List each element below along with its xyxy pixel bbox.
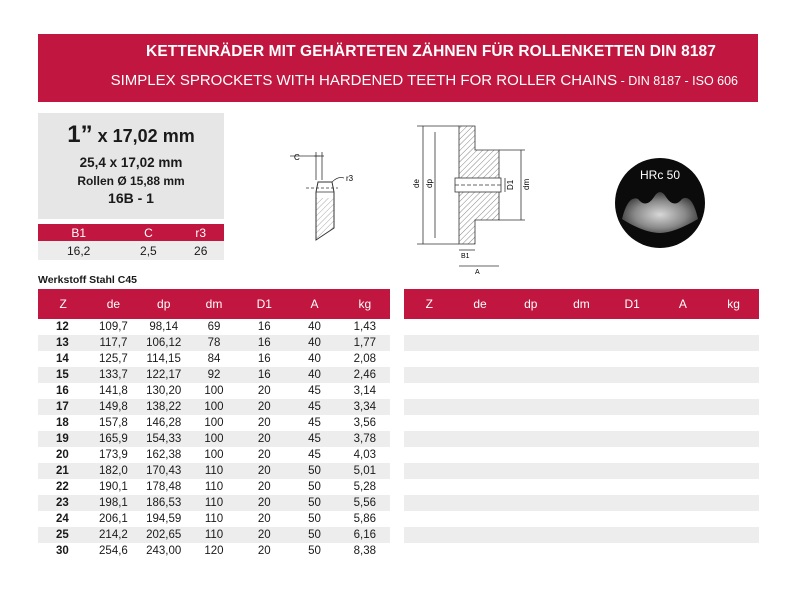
hardness-label: HRc 50 bbox=[639, 168, 681, 182]
cell-dp: 202,65 bbox=[139, 527, 189, 543]
empty-cell bbox=[556, 495, 607, 511]
empty-cell bbox=[607, 511, 658, 527]
roller-diameter: Rollen Ø 15,88 mm bbox=[77, 174, 185, 188]
empty-cell bbox=[505, 415, 556, 431]
cell-d1: 20 bbox=[239, 495, 289, 511]
cell-dm: 100 bbox=[204, 417, 224, 429]
title-english-main: SIMPLEX SPROCKETS WITH HARDENED TEETH FOR ROLLER CHAINS bbox=[110, 72, 618, 89]
chain-size-mm: x 17,02 mm bbox=[92, 126, 195, 146]
empty-cell bbox=[658, 447, 709, 463]
empty-cell bbox=[658, 367, 709, 383]
value-c: 2,5 bbox=[119, 241, 177, 260]
empty-cell bbox=[404, 399, 455, 415]
empty-cell bbox=[556, 479, 607, 495]
empty-table-row bbox=[404, 527, 759, 543]
empty-table-row bbox=[404, 367, 759, 383]
cell-kg: 5,56 bbox=[340, 495, 390, 511]
cell-a: 45 bbox=[308, 385, 321, 397]
empty-cell bbox=[708, 383, 759, 399]
sprocket-table-left bbox=[38, 289, 390, 559]
cell-z: 15 bbox=[38, 367, 88, 383]
empty-cell bbox=[505, 351, 556, 367]
empty-table-row bbox=[404, 383, 759, 399]
empty-cell bbox=[658, 495, 709, 511]
cell-a: 50 bbox=[308, 545, 321, 557]
cell-z: 22 bbox=[56, 481, 69, 493]
cell-dp: 162,38 bbox=[146, 449, 182, 461]
empty-cell bbox=[455, 383, 506, 399]
empty-cell bbox=[404, 367, 455, 383]
empty-cell bbox=[404, 463, 455, 479]
right-header-col-d1: D1 bbox=[607, 289, 658, 319]
empty-cell bbox=[556, 351, 607, 367]
empty-table-row bbox=[404, 463, 759, 479]
empty-cell bbox=[404, 479, 455, 495]
cell-de: 117,7 bbox=[88, 335, 138, 351]
label-b1: B1 bbox=[461, 253, 470, 260]
left-header-col-a: A bbox=[289, 289, 339, 319]
cell-dm: 100 bbox=[204, 385, 224, 397]
right-header-col-dp: dp bbox=[505, 289, 556, 319]
empty-cell bbox=[404, 415, 455, 431]
empty-cell bbox=[708, 319, 759, 335]
empty-cell bbox=[708, 399, 759, 415]
cell-z: 16 bbox=[56, 385, 69, 397]
cell-kg: 4,03 bbox=[353, 449, 377, 461]
empty-cell bbox=[404, 527, 455, 543]
empty-cell bbox=[708, 335, 759, 351]
cell-dp: 178,48 bbox=[146, 481, 182, 493]
left-header-col-kg: kg bbox=[340, 289, 390, 319]
left-header-col-z: Z bbox=[38, 289, 88, 319]
table-row bbox=[38, 399, 390, 415]
cell-de: 173,9 bbox=[99, 449, 128, 461]
empty-cell bbox=[556, 399, 607, 415]
cell-a: 40 bbox=[289, 335, 339, 351]
chain-size-metric: 25,4 x 17,02 mm bbox=[79, 155, 183, 170]
empty-cell bbox=[607, 399, 658, 415]
tooth-dimensions-table bbox=[38, 224, 224, 260]
title-english-norms: - DIN 8187 - ISO 606 bbox=[617, 74, 738, 88]
empty-cell bbox=[658, 383, 709, 399]
header-r3: r3 bbox=[177, 224, 224, 241]
empty-cell bbox=[404, 351, 455, 367]
empty-cell bbox=[556, 463, 607, 479]
empty-cell bbox=[505, 463, 556, 479]
table-row bbox=[38, 335, 390, 351]
empty-cell bbox=[607, 415, 658, 431]
empty-cell bbox=[708, 495, 759, 511]
cell-a: 40 bbox=[308, 353, 321, 365]
cell-kg: 2,08 bbox=[353, 353, 377, 365]
empty-cell bbox=[708, 463, 759, 479]
cell-z: 25 bbox=[38, 527, 88, 543]
cell-dp: 98,14 bbox=[149, 321, 179, 333]
chain-code: 16B - 1 bbox=[108, 190, 154, 206]
empty-cell bbox=[556, 447, 607, 463]
cell-dp: 114,15 bbox=[146, 353, 181, 365]
empty-cell bbox=[708, 447, 759, 463]
cell-de: 125,7 bbox=[99, 353, 128, 365]
cell-dm: 110 bbox=[204, 481, 224, 493]
cell-d1: 20 bbox=[257, 545, 271, 557]
empty-cell bbox=[404, 447, 455, 463]
empty-cell bbox=[404, 319, 455, 335]
header-banner bbox=[38, 34, 758, 102]
cell-dm: 110 bbox=[189, 463, 239, 479]
empty-cell bbox=[455, 367, 506, 383]
empty-cell bbox=[607, 447, 658, 463]
cell-kg: 3,34 bbox=[340, 399, 390, 415]
empty-table-row bbox=[404, 495, 759, 511]
empty-cell bbox=[708, 543, 759, 559]
empty-cell bbox=[556, 415, 607, 431]
label-d1: D1 bbox=[506, 179, 515, 190]
cell-dp: 138,22 bbox=[139, 399, 189, 415]
cell-dp: 243,00 bbox=[146, 545, 182, 557]
empty-cell bbox=[607, 527, 658, 543]
cell-a: 45 bbox=[289, 431, 339, 447]
empty-cell bbox=[658, 463, 709, 479]
empty-cell bbox=[607, 543, 658, 559]
empty-table-row bbox=[404, 319, 759, 335]
cell-z: 13 bbox=[38, 335, 88, 351]
cell-de: 254,6 bbox=[99, 545, 128, 557]
empty-cell bbox=[607, 431, 658, 447]
cell-a: 45 bbox=[308, 449, 321, 461]
cell-z: 21 bbox=[38, 463, 88, 479]
empty-cell bbox=[607, 463, 658, 479]
cell-z: 30 bbox=[56, 545, 69, 557]
cell-dp: 186,53 bbox=[139, 495, 189, 511]
cell-dp: 106,12 bbox=[139, 335, 189, 351]
cell-d1: 20 bbox=[239, 463, 289, 479]
empty-cell bbox=[658, 415, 709, 431]
cell-kg: 3,14 bbox=[353, 385, 377, 397]
empty-cell bbox=[708, 415, 759, 431]
cell-dp: 154,33 bbox=[139, 431, 189, 447]
value-r3: 26 bbox=[177, 241, 224, 260]
empty-cell bbox=[455, 415, 506, 431]
empty-cell bbox=[556, 527, 607, 543]
empty-cell bbox=[658, 527, 709, 543]
empty-cell bbox=[505, 399, 556, 415]
cell-kg: 1,77 bbox=[340, 335, 390, 351]
empty-cell bbox=[556, 431, 607, 447]
empty-cell bbox=[556, 319, 607, 335]
cell-dm: 110 bbox=[189, 527, 239, 543]
cell-z: 23 bbox=[38, 495, 88, 511]
chain-size-title bbox=[38, 121, 224, 149]
cell-kg: 5,28 bbox=[353, 481, 377, 493]
table-row bbox=[38, 319, 390, 335]
table-row bbox=[38, 543, 390, 559]
sprocket-table-right bbox=[404, 289, 759, 559]
cell-dm: 120 bbox=[204, 545, 224, 557]
empty-cell bbox=[505, 367, 556, 383]
table-row bbox=[38, 367, 390, 383]
label-dp: dp bbox=[425, 179, 434, 188]
table-row bbox=[38, 431, 390, 447]
empty-cell bbox=[607, 367, 658, 383]
empty-table-row bbox=[404, 479, 759, 495]
empty-cell bbox=[708, 479, 759, 495]
empty-cell bbox=[658, 431, 709, 447]
cell-a: 45 bbox=[289, 399, 339, 415]
cell-a: 40 bbox=[289, 367, 339, 383]
cell-z: 19 bbox=[38, 431, 88, 447]
empty-cell bbox=[455, 399, 506, 415]
empty-table-row bbox=[404, 431, 759, 447]
left-header-col-dm: dm bbox=[189, 289, 239, 319]
cell-dp: 146,28 bbox=[146, 417, 182, 429]
cell-dm: 100 bbox=[189, 431, 239, 447]
cell-z: 18 bbox=[56, 417, 69, 429]
table-row bbox=[38, 527, 390, 543]
empty-cell bbox=[455, 335, 506, 351]
empty-cell bbox=[658, 479, 709, 495]
empty-cell bbox=[607, 351, 658, 367]
right-header-col-kg: kg bbox=[708, 289, 759, 319]
empty-cell bbox=[556, 543, 607, 559]
cell-de: 109,7 bbox=[99, 321, 128, 333]
empty-cell bbox=[658, 511, 709, 527]
cell-dp: 130,20 bbox=[146, 385, 182, 397]
header-c: C bbox=[119, 224, 177, 241]
hardened-teeth-image bbox=[614, 157, 706, 249]
cell-dm: 69 bbox=[207, 321, 221, 333]
empty-cell bbox=[455, 543, 506, 559]
chain-size-box bbox=[38, 113, 224, 219]
empty-cell bbox=[404, 495, 455, 511]
empty-cell bbox=[505, 383, 556, 399]
cell-d1: 20 bbox=[239, 527, 289, 543]
empty-cell bbox=[658, 335, 709, 351]
empty-cell bbox=[455, 463, 506, 479]
empty-cell bbox=[607, 335, 658, 351]
cell-kg: 3,56 bbox=[353, 417, 377, 429]
empty-cell bbox=[505, 431, 556, 447]
left-header-col-d1: D1 bbox=[239, 289, 289, 319]
empty-cell bbox=[556, 383, 607, 399]
right-header-col-a: A bbox=[658, 289, 709, 319]
cell-de: 133,7 bbox=[88, 367, 138, 383]
cell-d1: 20 bbox=[257, 513, 271, 525]
cell-de: 141,8 bbox=[99, 385, 128, 397]
cell-dm: 100 bbox=[204, 449, 224, 461]
cell-dp: 194,59 bbox=[146, 513, 182, 525]
right-header-col-dm: dm bbox=[556, 289, 607, 319]
empty-cell bbox=[658, 319, 709, 335]
label-c: C bbox=[294, 153, 300, 162]
cell-a: 50 bbox=[289, 527, 339, 543]
empty-table-row bbox=[404, 511, 759, 527]
empty-cell bbox=[556, 335, 607, 351]
empty-cell bbox=[505, 527, 556, 543]
cell-de: 157,8 bbox=[99, 417, 128, 429]
empty-cell bbox=[658, 351, 709, 367]
cell-de: 214,2 bbox=[88, 527, 138, 543]
empty-cell bbox=[455, 527, 506, 543]
cell-kg: 2,46 bbox=[340, 367, 390, 383]
empty-cell bbox=[607, 319, 658, 335]
empty-cell bbox=[556, 511, 607, 527]
cell-dm: 78 bbox=[189, 335, 239, 351]
empty-cell bbox=[505, 543, 556, 559]
header-b1: B1 bbox=[38, 224, 119, 241]
cell-z: 14 bbox=[56, 353, 69, 365]
table-row bbox=[38, 463, 390, 479]
cell-a: 50 bbox=[289, 495, 339, 511]
label-r3: r3 bbox=[346, 174, 354, 183]
empty-cell bbox=[455, 447, 506, 463]
empty-cell bbox=[455, 495, 506, 511]
empty-cell bbox=[505, 511, 556, 527]
cell-a: 50 bbox=[289, 463, 339, 479]
table-row bbox=[38, 383, 390, 399]
title-german: KETTENRÄDER MIT GEHÄRTETEN ZÄHNEN FÜR ROLLENKETTEN DIN 8187 bbox=[146, 43, 716, 60]
cell-z: 12 bbox=[56, 321, 69, 333]
empty-cell bbox=[505, 319, 556, 335]
label-a: A bbox=[475, 269, 480, 275]
cell-a: 45 bbox=[308, 417, 321, 429]
cell-de: 206,1 bbox=[99, 513, 128, 525]
cell-kg: 6,16 bbox=[340, 527, 390, 543]
empty-cell bbox=[404, 543, 455, 559]
cell-d1: 20 bbox=[257, 385, 271, 397]
chain-size-inch: 1” bbox=[67, 121, 93, 148]
empty-table-row bbox=[404, 543, 759, 559]
cell-d1: 20 bbox=[257, 481, 271, 493]
empty-cell bbox=[708, 431, 759, 447]
cell-kg: 1,43 bbox=[353, 321, 377, 333]
empty-cell bbox=[607, 383, 658, 399]
table-row bbox=[38, 479, 390, 495]
cell-dm: 110 bbox=[204, 513, 224, 525]
cell-dm: 110 bbox=[189, 495, 239, 511]
cell-d1: 16 bbox=[239, 335, 289, 351]
empty-cell bbox=[455, 479, 506, 495]
table-row bbox=[38, 511, 390, 527]
cell-dm: 92 bbox=[189, 367, 239, 383]
material-note: Werkstoff Stahl C45 bbox=[38, 274, 137, 286]
empty-table-row bbox=[404, 351, 759, 367]
cell-kg: 3,78 bbox=[340, 431, 390, 447]
empty-cell bbox=[404, 511, 455, 527]
cell-d1: 20 bbox=[239, 399, 289, 415]
value-b1: 16,2 bbox=[38, 241, 119, 260]
cell-a: 50 bbox=[308, 513, 321, 525]
right-header-col-z: Z bbox=[404, 289, 455, 319]
empty-cell bbox=[658, 399, 709, 415]
cell-a: 50 bbox=[308, 481, 321, 493]
empty-table-row bbox=[404, 447, 759, 463]
empty-table-row bbox=[404, 415, 759, 431]
empty-cell bbox=[607, 479, 658, 495]
cell-de: 198,1 bbox=[88, 495, 138, 511]
cell-d1: 16 bbox=[257, 321, 271, 333]
cell-de: 165,9 bbox=[88, 431, 138, 447]
cell-dm: 84 bbox=[207, 353, 221, 365]
table-row bbox=[38, 351, 390, 367]
cell-dp: 122,17 bbox=[139, 367, 189, 383]
empty-cell bbox=[708, 527, 759, 543]
empty-cell bbox=[505, 335, 556, 351]
empty-cell bbox=[404, 431, 455, 447]
left-header-col-de: de bbox=[88, 289, 138, 319]
cell-z: 20 bbox=[56, 449, 69, 461]
cell-a: 40 bbox=[308, 321, 321, 333]
cell-kg: 5,01 bbox=[340, 463, 390, 479]
empty-cell bbox=[607, 495, 658, 511]
cell-dm: 100 bbox=[189, 399, 239, 415]
empty-cell bbox=[505, 479, 556, 495]
cell-d1: 20 bbox=[257, 449, 271, 461]
cell-d1: 16 bbox=[257, 353, 271, 365]
left-header-col-dp: dp bbox=[139, 289, 189, 319]
sprocket-section-drawing bbox=[405, 120, 535, 275]
empty-cell bbox=[455, 319, 506, 335]
empty-cell bbox=[658, 543, 709, 559]
table-row bbox=[38, 447, 390, 463]
table-row bbox=[38, 415, 390, 431]
cell-d1: 20 bbox=[257, 417, 271, 429]
cell-z: 17 bbox=[38, 399, 88, 415]
empty-cell bbox=[455, 351, 506, 367]
cell-de: 182,0 bbox=[88, 463, 138, 479]
cell-kg: 5,86 bbox=[353, 513, 377, 525]
label-dm: dm bbox=[522, 178, 531, 190]
empty-table-row bbox=[404, 399, 759, 415]
empty-cell bbox=[455, 511, 506, 527]
empty-cell bbox=[505, 447, 556, 463]
cell-kg: 8,38 bbox=[353, 545, 377, 557]
cell-dp: 170,43 bbox=[139, 463, 189, 479]
empty-cell bbox=[708, 351, 759, 367]
empty-table-row bbox=[404, 335, 759, 351]
cell-de: 149,8 bbox=[88, 399, 138, 415]
cell-z: 24 bbox=[56, 513, 69, 525]
empty-cell bbox=[404, 335, 455, 351]
empty-cell bbox=[455, 431, 506, 447]
cell-d1: 16 bbox=[239, 367, 289, 383]
tooth-profile-drawing bbox=[282, 148, 362, 248]
empty-cell bbox=[556, 367, 607, 383]
empty-cell bbox=[708, 367, 759, 383]
cell-de: 190,1 bbox=[99, 481, 128, 493]
empty-cell bbox=[505, 495, 556, 511]
cell-d1: 20 bbox=[239, 431, 289, 447]
title-english bbox=[111, 72, 738, 89]
table-row bbox=[38, 495, 390, 511]
right-header-col-de: de bbox=[455, 289, 506, 319]
label-de: de bbox=[412, 179, 421, 188]
empty-cell bbox=[708, 511, 759, 527]
empty-cell bbox=[404, 383, 455, 399]
